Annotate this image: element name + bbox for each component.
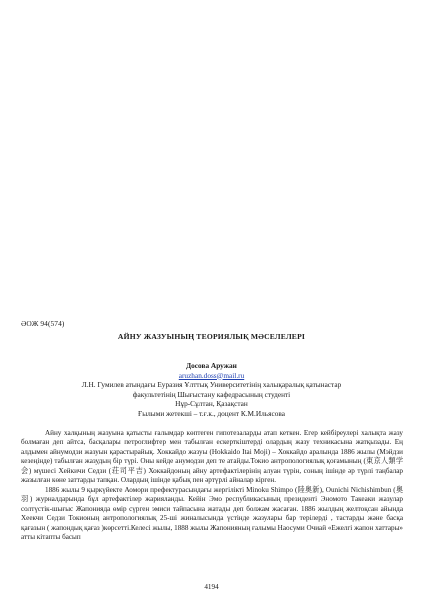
affiliation-line-1: Л.Н. Гумилев атындағы Еуразия Ұлттық Университетінің халықаралық қатынастар	[81, 380, 342, 389]
udk-code: ӘОЖ 94(574)	[21, 319, 65, 328]
article-body	[21, 429, 403, 542]
body-paragraph-2: 1886 жылы 9 қыркүйекте Аомори префектурасындағы жергілікті Minoku Shimpo (陸奥新), Ounichi Nichishimbun (奥羽) журналдарында бұл артефактілер жарияланды. Кейін Эмо республикасының президенті Эномото Такеаки жазулар солтүстік-шығыс Жапонияда өмір сүрген эмиси тайпасына жатады деп болжам жасаған. 1886 жылдың желтоқсан айында Хеекчи Седзи Токионың антропологиялық 25-ші жиналысында үстінде жазулары бар терілерді , тастарды және басқа қағазын ( жапондық қағаз )көрсетті.Келесі жылы, 1888 жылы Жапонияның ғалымы Наосуми Очиай «Ежелгі жапон хаттары» атты кітапты басып	[21, 485, 403, 541]
affiliation-line-2: факультетінің Шығыстану кафедрасының студенті	[132, 389, 291, 399]
author-city: Нұр-Сұлтан, Қазақстан	[175, 399, 248, 408]
body-paragraph-1: Айну халқының жазуына қатысты ғалымдар көптеген гипотезаларды атап кеткен. Егер кейбіреулері халықта жазу болмаған деп айтса, басқалары петроглифтер мен табылған ескерткіштерді олардың жазу техникасына жатқызады. Ең алдымен айнумодзи жазуын қарастырайық. Хоккайдо жазуы (Hokkaido Itai Moji) – Хоккайдо аралында 1886 жылы (Мэйдзи кезеңінде) табылған жазудың бір түрі. Оны кейде анумодзи деп те атайды.Токио антропологиялық қоғамының (東京人類学会) мүшесі Хейкичи Седзи (荘司平吉) Хоккайдоның айну артефактілерінің алуан түрін, соның ішінде әр түрлі таңбалар жазылған көне заттарды тапқан. Олардың ішінде қабық пен әртүрлі айналар кірген.	[21, 429, 403, 485]
author-name: Досова Аружан	[186, 361, 237, 370]
author-email-link[interactable]: aruzhan.doss@mail.ru	[178, 370, 245, 380]
supervisor-line: Ғылыми жетекші – т.ғ.к., доцент К.М.Ильясова	[138, 408, 285, 418]
article-title: АЙНУ ЖАЗУЫНЫҢ ТЕОРИЯЛЫҚ МӘСЕЛЕЛЕРІ	[117, 332, 306, 341]
page-number: 4194	[204, 583, 219, 591]
author-block	[0, 361, 423, 418]
